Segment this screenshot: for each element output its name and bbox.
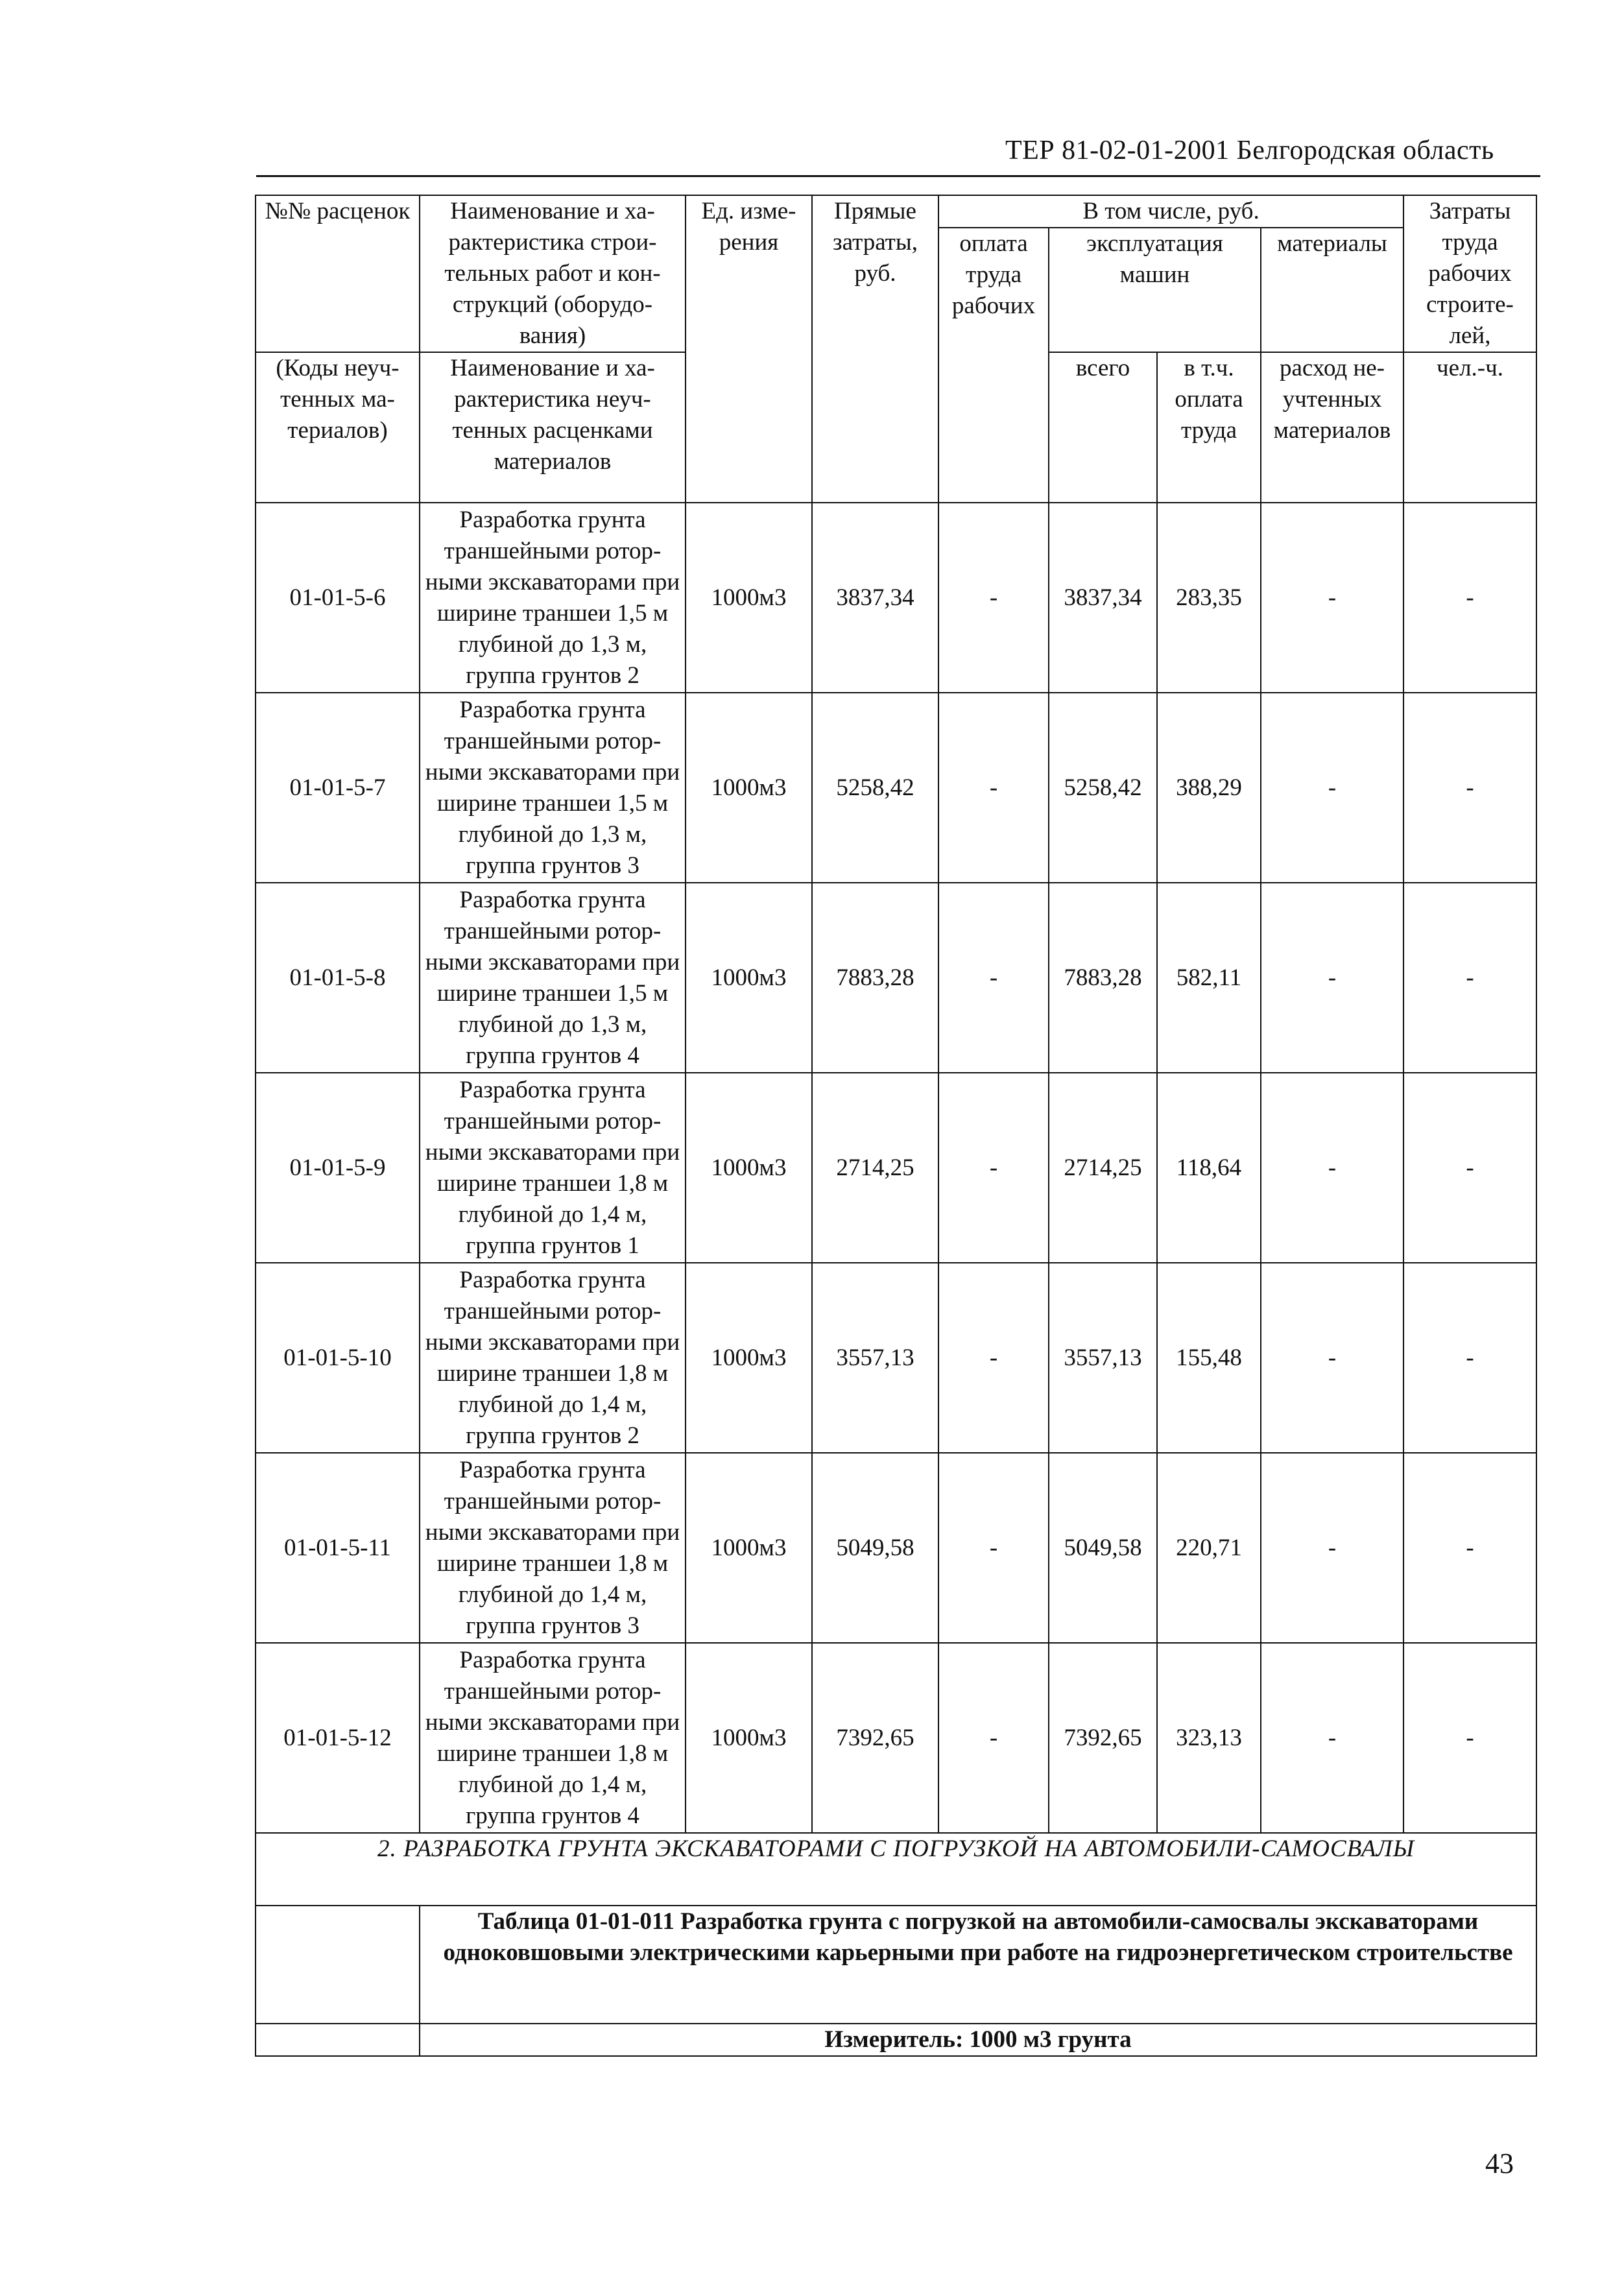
rate-labor: - [1403, 1643, 1536, 1833]
rate-materials: - [1261, 1453, 1403, 1643]
rate-code: 01-01-5-12 [256, 1643, 420, 1833]
rate-labor: - [1403, 1453, 1536, 1643]
table-title-spacer [256, 1906, 420, 2024]
measure-spacer [256, 2024, 420, 2056]
rate-labor: - [1403, 503, 1536, 693]
header-materials: материалы [1261, 228, 1403, 352]
table-row [256, 693, 1536, 883]
header-machines-wages: в т.ч. оплата труда [1157, 352, 1261, 503]
rate-machines-wages: 220,71 [1157, 1453, 1261, 1643]
rate-name: Разработка грунта траншейными ротор-ными экскаваторами при ширине траншеи 1,5 м глубиной до 1,3 м, группа грунтов 3 [420, 693, 686, 883]
header-wages: оплата труда рабочих [938, 228, 1049, 503]
table-row [256, 503, 1536, 693]
rate-machines-total: 3557,13 [1049, 1263, 1157, 1453]
rate-name: Разработка грунта траншейными ротор-ными экскаваторами при ширине траншеи 1,8 м глубиной до 1,4 м, группа грунтов 2 [420, 1263, 686, 1453]
table-row [256, 1073, 1536, 1263]
rate-unit: 1000м3 [686, 1643, 812, 1833]
rate-machines-wages: 283,35 [1157, 503, 1261, 693]
table-row [256, 1263, 1536, 1453]
rate-machines-total: 5258,42 [1049, 693, 1157, 883]
rate-direct-cost: 7883,28 [812, 883, 938, 1073]
rate-code: 01-01-5-8 [256, 883, 420, 1073]
rate-labor: - [1403, 1263, 1536, 1453]
header-labor-unit: чел.-ч. [1403, 352, 1536, 503]
section-heading: 2. РАЗРАБОТКА ГРУНТА ЭКСКАВАТОРАМИ С ПОГРУЗКОЙ НА АВТОМОБИЛИ-САМОСВАЛЫ [256, 1833, 1536, 1906]
rate-code: 01-01-5-9 [256, 1073, 420, 1263]
header-code: №№ расценок [256, 195, 420, 352]
running-header: ТЕР 81-02-01-2001 Белгородская область [1005, 136, 1494, 165]
rate-direct-cost: 7392,65 [812, 1643, 938, 1833]
rate-materials: - [1261, 883, 1403, 1073]
rate-wages: - [938, 693, 1049, 883]
rate-unit: 1000м3 [686, 1073, 812, 1263]
rate-code: 01-01-5-6 [256, 503, 420, 693]
rate-materials: - [1261, 1073, 1403, 1263]
rate-wages: - [938, 503, 1049, 693]
rate-materials: - [1261, 1643, 1403, 1833]
rate-direct-cost: 3837,34 [812, 503, 938, 693]
rate-machines-wages: 323,13 [1157, 1643, 1261, 1833]
rate-direct-cost: 5258,42 [812, 693, 938, 883]
rate-unit: 1000м3 [686, 883, 812, 1073]
rate-code: 01-01-5-7 [256, 693, 420, 883]
rate-code: 01-01-5-11 [256, 1453, 420, 1643]
rate-labor: - [1403, 883, 1536, 1073]
table-row [256, 1643, 1536, 1833]
rate-name: Разработка грунта траншейными ротор-ными экскаваторами при ширине траншеи 1,5 м глубиной до 1,3 м, группа грунтов 4 [420, 883, 686, 1073]
rate-direct-cost: 2714,25 [812, 1073, 938, 1263]
rates-table [255, 195, 1537, 2057]
rate-machines-total: 3837,34 [1049, 503, 1157, 693]
header-machines-total: всего [1049, 352, 1157, 503]
rate-code: 01-01-5-10 [256, 1263, 420, 1453]
rate-machines-wages: 155,48 [1157, 1263, 1261, 1453]
header-rule [256, 175, 1540, 177]
page-number: 43 [1485, 2147, 1514, 2179]
rate-machines-total: 5049,58 [1049, 1453, 1157, 1643]
rate-unit: 1000м3 [686, 693, 812, 883]
rate-name: Разработка грунта траншейными ротор-ными экскаваторами при ширине траншеи 1,5 м глубиной до 1,3 м, группа грунтов 2 [420, 503, 686, 693]
rate-unit: 1000м3 [686, 1453, 812, 1643]
rate-name: Разработка грунта траншейными ротор-ными экскаваторами при ширине траншеи 1,8 м глубиной до 1,4 м, группа грунтов 3 [420, 1453, 686, 1643]
rate-wages: - [938, 1263, 1049, 1453]
rate-direct-cost: 3557,13 [812, 1263, 938, 1453]
header-name-unaccounted: Наименование и ха-рактеристика неуч-тенных расценками материалов [420, 352, 686, 503]
rate-unit: 1000м3 [686, 1263, 812, 1453]
rate-machines-wages: 118,64 [1157, 1073, 1261, 1263]
header-unit: Ед. изме-рения [686, 195, 812, 503]
rate-materials: - [1261, 503, 1403, 693]
table-row [256, 1453, 1536, 1643]
rate-labor: - [1403, 693, 1536, 883]
rate-wages: - [938, 1643, 1049, 1833]
rate-direct-cost: 5049,58 [812, 1453, 938, 1643]
header-labor: Затраты труда рабочих строите-лей, [1403, 195, 1536, 352]
table-row [256, 883, 1536, 1073]
header-name: Наименование и ха-рактеристика строи-тельных работ и кон-струкций (оборудо-вания) [420, 195, 686, 352]
rate-labor: - [1403, 1073, 1536, 1263]
rate-machines-total: 7883,28 [1049, 883, 1157, 1073]
rate-machines-total: 7392,65 [1049, 1643, 1157, 1833]
header-code-unaccounted: (Коды неуч-тенных ма-териалов) [256, 352, 420, 503]
measure-unit: Измеритель: 1000 м3 грунта [420, 2024, 1536, 2056]
rate-wages: - [938, 883, 1049, 1073]
rate-machines-wages: 582,11 [1157, 883, 1261, 1073]
rate-materials: - [1261, 1263, 1403, 1453]
rate-unit: 1000м3 [686, 503, 812, 693]
rate-name: Разработка грунта траншейными ротор-ными экскаваторами при ширине траншеи 1,8 м глубиной до 1,4 м, группа грунтов 1 [420, 1073, 686, 1263]
rate-machines-total: 2714,25 [1049, 1073, 1157, 1263]
header-direct-cost: Прямые затраты, руб. [812, 195, 938, 503]
rate-machines-wages: 388,29 [1157, 693, 1261, 883]
header-machines: эксплуатация машин [1049, 228, 1261, 352]
rate-wages: - [938, 1453, 1049, 1643]
table-title: Таблица 01-01-011 Разработка грунта с погрузкой на автомобили-самосвалы экскаваторами одноковшовыми электрическими карьерными при работе на гидроэнергетическом строительстве [420, 1906, 1536, 2024]
header-materials-unaccounted: расход не-учтенных материалов [1261, 352, 1403, 503]
rate-name: Разработка грунта траншейными ротор-ными экскаваторами при ширине траншеи 1,8 м глубиной до 1,4 м, группа грунтов 4 [420, 1643, 686, 1833]
rate-materials: - [1261, 693, 1403, 883]
header-including: В том числе, руб. [938, 195, 1403, 228]
rate-wages: - [938, 1073, 1049, 1263]
